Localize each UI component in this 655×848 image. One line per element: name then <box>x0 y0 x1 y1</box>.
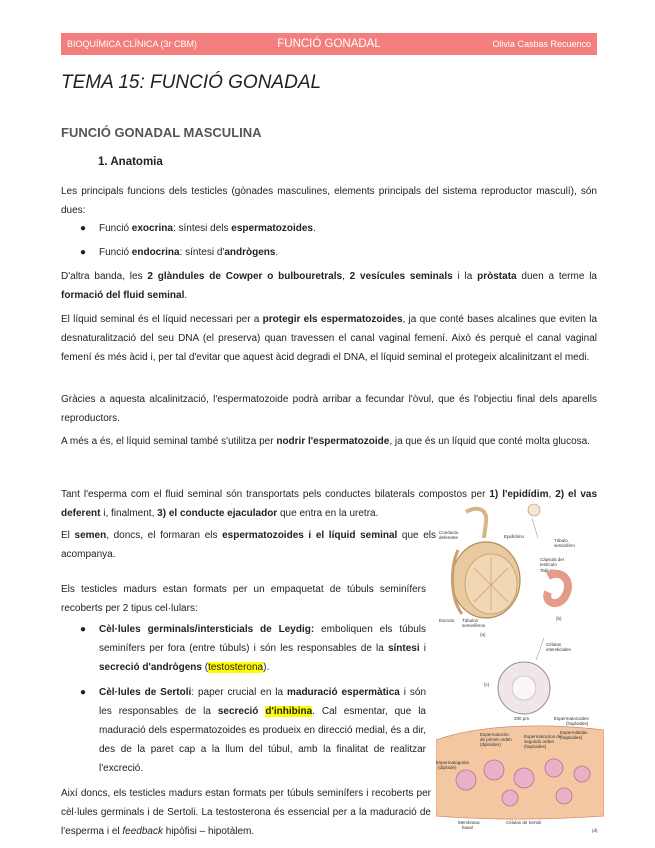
figure-label: 200 μm <box>514 716 530 721</box>
figure-label: Túbulos <box>462 618 479 623</box>
text: . <box>184 290 188 301</box>
text: Funció <box>99 223 132 234</box>
text-bold: pròstata <box>477 271 517 282</box>
tubule-section-b <box>528 504 572 652</box>
figure-label: (b) <box>556 616 562 621</box>
paragraph-conclusion <box>61 784 431 841</box>
figure-label: seminífero <box>554 543 576 548</box>
cell-shape <box>484 760 504 780</box>
text: que entra en la uretra. <box>277 508 379 519</box>
text: Tant l'esperma com el fluid seminal són transportats pels conductes bilaterals compostos per <box>61 489 490 500</box>
figure-label: Células <box>546 642 562 647</box>
paragraph-glands <box>61 267 597 305</box>
cell-shape <box>574 766 590 782</box>
header-author: Olivia Casbas Recuenco <box>492 39 591 49</box>
text-bold: secreció d'andrògens <box>99 662 202 673</box>
text: El líquid seminal és el líquid necessari per a <box>61 314 263 325</box>
text: , <box>548 489 556 500</box>
text: Funció <box>99 247 132 258</box>
cell-shape <box>514 768 534 788</box>
paragraph-intro <box>61 182 597 220</box>
text-bold: 1) l'epidídim <box>489 489 549 500</box>
figure-label: Células de Sertoli <box>506 820 542 825</box>
text: i són les responsables de la <box>99 687 427 717</box>
text: emboliquen els túbuls seminífers per fora (entre túbuls) i són les responsables de la <box>99 624 426 654</box>
text-bold: exocrina <box>131 223 173 234</box>
figure-label: Conducto <box>439 530 459 535</box>
paragraph-alkalinization <box>61 390 597 428</box>
text-bold: protegir els espermatozoides <box>262 314 403 325</box>
figure-label: intersticiales <box>546 647 571 652</box>
page-title: TEMA 15: FUNCIÓ GONADAL <box>61 72 322 93</box>
paragraph-intro-text: Les principals funcions dels testicles (gònades masculines, elements principals del sistema reproductor masculí), són dues: <box>61 186 597 216</box>
text: , ja que conté bases alcalines que eviten la desnaturalització del seu DNA (el preserva) quan travessen el canal vaginal femení. Això és perquè el canal vaginal femení és més àcid i, per tal d'evitar que aquest àcid degradi el DNA, el líquid seminal el protegeix alcalinitzant el medi. <box>61 314 598 363</box>
text: Els testicles madurs estan formats per un empaquetat de túbuls seminífers recoberts per 2 tipus cel·lulars: <box>61 584 426 614</box>
bullet-dot: ● <box>80 687 87 698</box>
spermatogenesis-section-d <box>436 716 604 833</box>
list-item-sertoli <box>80 683 427 778</box>
figure-label: Escroto <box>439 618 455 623</box>
text: : síntesi d' <box>179 247 225 258</box>
text-bold: espermatozoides i el líquid seminal <box>222 530 398 541</box>
header-course: BIOQUÍMICA CLÍNICA (3r CBM) <box>67 39 198 49</box>
figure-label: Espermátidas <box>560 730 588 735</box>
bullet-dot: ● <box>80 624 87 635</box>
testis-anatomy-figure <box>436 498 604 836</box>
text: , doncs, el formaran els <box>106 530 223 541</box>
figure-label: Espermatocitos de <box>524 734 562 739</box>
bullet-dot: ● <box>80 223 87 234</box>
text: . <box>313 223 316 234</box>
text-bold: espermatozoides <box>231 223 313 234</box>
text: i la <box>452 271 478 282</box>
paragraph-nourish <box>61 432 597 451</box>
paragraph-seminal-liquid <box>61 310 597 367</box>
figure-label: testículo <box>540 562 557 567</box>
figure-label: (haploides) <box>566 721 589 726</box>
lumen-circle <box>512 676 536 700</box>
figure-label: Cápsula del <box>540 557 564 562</box>
figure-label: Espermatocito <box>480 732 509 737</box>
text-bold: nodrir l'espermatozoide <box>276 436 390 447</box>
list-item <box>80 219 579 238</box>
bullet-dot: ● <box>80 247 87 258</box>
vas-deferens-shape <box>466 509 486 538</box>
text: El <box>61 530 75 541</box>
text: . <box>275 247 279 258</box>
text-bold: secreció <box>217 706 259 717</box>
text: , <box>342 271 350 282</box>
text: Gràcies a aquesta alcalinització, l'espermatozoide podrà arribar a fecundar l'òvul, que és l'objectiu final dels aparells reproductors. <box>61 394 597 424</box>
text: i, finalment, <box>100 508 158 519</box>
header-topic: FUNCIÓ GONADAL <box>277 38 381 50</box>
text-bold: andrògens <box>224 247 276 258</box>
text-bold: 2) el vas deferent <box>61 489 598 519</box>
figure-label: (haploides) <box>560 735 583 740</box>
text: : síntesi dels <box>172 223 232 234</box>
text-bold: formació del fluid seminal <box>61 290 185 301</box>
figure-label: segundo orden <box>524 739 555 744</box>
figure-label: de primer orden <box>480 737 512 742</box>
text: Així doncs, els testicles madurs estan formats per túbuls seminífers i recoberts per cèl·lules germinals i de Sertoli. La testosterona és essencial per a la maduració de l'esperma i el <box>61 788 431 837</box>
highlighted-text: d'inhibina <box>265 706 313 717</box>
text: i <box>419 643 426 654</box>
testis-anatomy-illustration <box>436 498 604 836</box>
text: que els acompanya. <box>61 530 437 560</box>
highlighted-text: testosterona <box>208 662 264 673</box>
cell-shape <box>545 759 563 777</box>
figure-label: deferente <box>439 535 459 540</box>
text: : paper crucial en la <box>191 687 287 698</box>
text: . Cal esmentar, que la maduració dels espermatozoides es produeix en direcció medial, és a dir, des de la paret cap a la llum del túbul, amb la finalitat de realitzar l'excreció. <box>99 706 426 774</box>
text-bold: 3) el conducte ejaculador <box>157 508 278 519</box>
tubule-cross-section-small <box>528 504 540 516</box>
section-heading: FUNCIÓ GONADAL MASCULINA <box>61 125 262 140</box>
figure-label: Túbulo <box>554 538 568 543</box>
list-item-leydig <box>80 620 426 677</box>
text: ( <box>201 662 209 673</box>
text-bold: maduració espermàtica <box>286 687 400 698</box>
cell-shape <box>456 770 476 790</box>
text-bold: 2 glàndules de Cowper o bulbouretrals <box>147 271 343 282</box>
text-bold: 2 vesícules seminals <box>349 271 453 282</box>
text-italic: feedback <box>122 826 163 837</box>
subsection-heading: 1. Anatomia <box>98 156 163 168</box>
figure-label: seminíferos <box>462 623 486 628</box>
paragraph-semen <box>61 526 436 564</box>
text-bold: endocrina <box>131 247 180 258</box>
text: D'altra banda, les <box>61 271 148 282</box>
paragraph-tubules <box>61 580 426 618</box>
text: ). <box>263 662 270 673</box>
cell-shape <box>556 788 572 804</box>
figure-label: Membrana <box>458 820 480 825</box>
figure-label: Epidídimo <box>504 534 525 539</box>
figure-label: Espermatogonia <box>436 760 469 765</box>
figure-label: (haploides) <box>524 744 547 749</box>
text-bold: síntesi <box>387 643 420 654</box>
text: , ja que és un líquid que conté molta glucosa. <box>389 436 591 447</box>
histology-section-c <box>484 638 550 721</box>
cell-shape <box>502 790 518 806</box>
running-header <box>61 33 597 55</box>
figure-label: (a) <box>480 632 486 637</box>
figure-label: (diploide) <box>438 765 457 770</box>
text: duen a terme la <box>516 271 597 282</box>
leader-line <box>536 638 544 660</box>
leader-line <box>532 518 538 538</box>
figure-label: (c) <box>484 682 490 687</box>
text: hipòfisi – hipotàlem. <box>162 826 255 837</box>
figure-label: (diploides) <box>480 742 501 747</box>
text-bold: Cèl·lules germinals/intersticials de Leydig: <box>99 624 315 635</box>
text-bold: semen <box>74 530 107 541</box>
figure-label: Tabique <box>540 568 556 573</box>
tubule-shape <box>547 574 568 603</box>
figure-label: Espermatozoides <box>554 716 589 721</box>
text-bold: Cèl·lules de Sertoli <box>99 687 192 698</box>
figure-label: basal <box>462 825 473 830</box>
list-item <box>80 243 579 262</box>
figure-label: (d) <box>592 828 598 833</box>
text: A més a és, el líquid seminal també s'utilitza per <box>61 436 277 447</box>
